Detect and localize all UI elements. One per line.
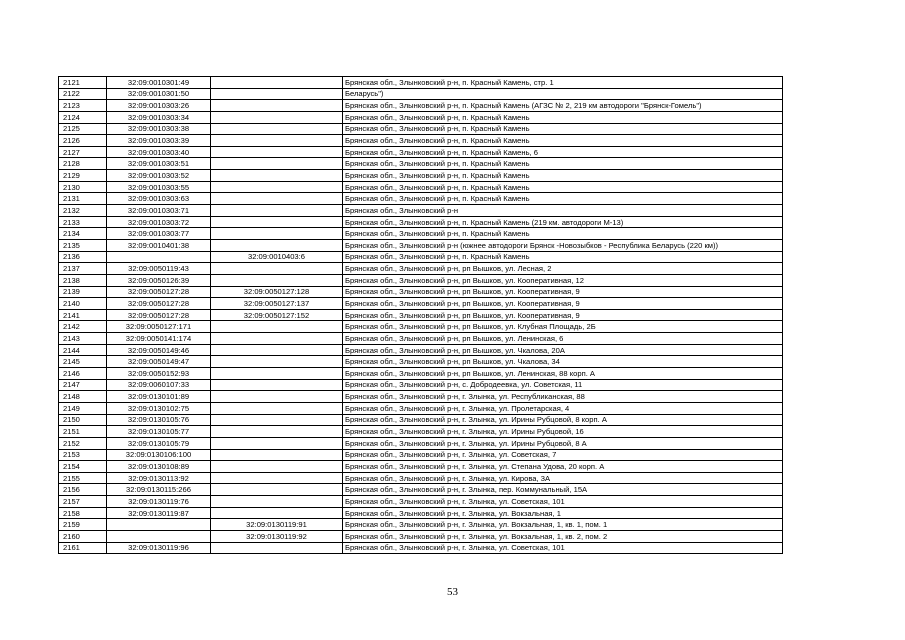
row-number-cell: 2134 — [59, 228, 107, 240]
table-row — [59, 496, 783, 508]
cadastral-number-secondary-cell — [211, 181, 343, 193]
row-number-cell: 2160 — [59, 530, 107, 542]
cadastral-number-cell: 32:09:0010303:51 — [107, 158, 211, 170]
cadastral-number-cell: 32:09:0010303:63 — [107, 193, 211, 205]
row-number-cell: 2122 — [59, 88, 107, 100]
cadastral-number-secondary-cell — [211, 321, 343, 333]
table-row — [59, 274, 783, 286]
cadastral-number-secondary-cell — [211, 426, 343, 438]
cadastral-number-secondary-cell — [211, 193, 343, 205]
table-row — [59, 449, 783, 461]
row-number-cell: 2123 — [59, 100, 107, 112]
address-cell: Брянская обл., Злынковский р-н, рп Вышков, ул. Клубная Площадь, 2Б — [343, 321, 783, 333]
row-number-cell: 2146 — [59, 368, 107, 380]
cadastral-number-secondary-cell: 32:09:0130119:92 — [211, 530, 343, 542]
cadastral-number-secondary-cell — [211, 274, 343, 286]
address-cell: Брянская обл., Злынковский р-н, рп Вышков, ул. Кооперативная, 12 — [343, 274, 783, 286]
row-number-cell: 2136 — [59, 251, 107, 263]
cadastral-number-cell: 32:09:0130119:96 — [107, 542, 211, 554]
table-row — [59, 77, 783, 89]
cadastral-number-cell: 32:09:0130108:89 — [107, 461, 211, 473]
row-number-cell: 2159 — [59, 519, 107, 531]
cadastral-number-cell — [107, 251, 211, 263]
table-row — [59, 344, 783, 356]
address-cell: Брянская обл., Злынковский р-н, рп Вышков, ул. Лесная, 2 — [343, 263, 783, 275]
cadastral-number-cell: 32:09:0050127:171 — [107, 321, 211, 333]
table-row — [59, 391, 783, 403]
address-cell: Брянская обл., Злынковский р-н, г. Злынка, ул. Пролетарская, 4 — [343, 402, 783, 414]
address-cell: Брянская обл., Злынковский р-н, п. Красный Камень — [343, 123, 783, 135]
table-row — [59, 239, 783, 251]
address-cell: Брянская обл., Злынковский р-н, г. Злынка, ул. Советская, 7 — [343, 449, 783, 461]
table-row — [59, 356, 783, 368]
address-cell: Брянская обл., Злынковский р-н, г. Злынка, ул. Советская, 101 — [343, 496, 783, 508]
row-number-cell: 2140 — [59, 298, 107, 310]
address-cell: Брянская обл., Злынковский р-н, г. Злынка, ул. Ирины Рубцовой, 8 корп. А — [343, 414, 783, 426]
table-row — [59, 135, 783, 147]
cadastral-number-cell: 32:09:0050152:93 — [107, 368, 211, 380]
cadastral-number-secondary-cell: 32:09:0050127:152 — [211, 309, 343, 321]
cadastral-number-cell: 32:09:0050126:39 — [107, 274, 211, 286]
table-row — [59, 484, 783, 496]
address-cell: Брянская обл., Злынковский р-н, г. Злынка, ул. Степана Удова, 20 корп. А — [343, 461, 783, 473]
address-cell: Брянская обл., Злынковский р-н, рп Вышков, ул. Кооперативная, 9 — [343, 286, 783, 298]
table-row — [59, 333, 783, 345]
row-number-cell: 2152 — [59, 437, 107, 449]
address-cell: Брянская обл., Злынковский р-н, п. Красный Камень — [343, 135, 783, 147]
cadastral-number-cell: 32:09:0050127:28 — [107, 298, 211, 310]
address-cell: Брянская обл., Злынковский р-н, п. Красный Камень — [343, 170, 783, 182]
cadastral-number-cell: 32:09:0010303:34 — [107, 111, 211, 123]
address-cell: Брянская обл., Злынковский р-н, п. Красный Камень — [343, 193, 783, 205]
cadastral-number-cell: 32:09:0050149:47 — [107, 356, 211, 368]
row-number-cell: 2131 — [59, 193, 107, 205]
row-number-cell: 2148 — [59, 391, 107, 403]
row-number-cell: 2149 — [59, 402, 107, 414]
cadastral-number-secondary-cell: 32:09:0010403:6 — [211, 251, 343, 263]
cadastral-number-secondary-cell: 32:09:0050127:137 — [211, 298, 343, 310]
cadastral-number-secondary-cell — [211, 111, 343, 123]
cadastral-number-secondary-cell: 32:09:0050127:128 — [211, 286, 343, 298]
cadastral-number-secondary-cell — [211, 263, 343, 275]
cadastral-number-cell: 32:09:0010301:50 — [107, 88, 211, 100]
cadastral-number-cell: 32:09:0010303:52 — [107, 170, 211, 182]
cadastral-number-cell: 32:09:0130119:87 — [107, 507, 211, 519]
row-number-cell: 2138 — [59, 274, 107, 286]
cadastral-number-cell: 32:09:0010303:40 — [107, 146, 211, 158]
cadastral-number-cell: 32:09:0130101:89 — [107, 391, 211, 403]
row-number-cell: 2156 — [59, 484, 107, 496]
cadastral-number-secondary-cell — [211, 414, 343, 426]
cadastral-number-secondary-cell — [211, 461, 343, 473]
row-number-cell: 2132 — [59, 205, 107, 217]
cadastral-number-cell: 32:09:0130105:76 — [107, 414, 211, 426]
row-number-cell: 2144 — [59, 344, 107, 356]
registry-table-body — [59, 77, 783, 554]
address-cell: Брянская обл., Злынковский р-н, рп Вышков, ул. Кооперативная, 9 — [343, 309, 783, 321]
cadastral-number-secondary-cell — [211, 333, 343, 345]
row-number-cell: 2147 — [59, 379, 107, 391]
cadastral-number-secondary-cell — [211, 88, 343, 100]
table-row — [59, 298, 783, 310]
row-number-cell: 2133 — [59, 216, 107, 228]
table-row — [59, 228, 783, 240]
cadastral-number-cell: 32:09:0060107:33 — [107, 379, 211, 391]
cadastral-number-secondary-cell — [211, 146, 343, 158]
address-cell: Брянская обл., Злынковский р-н, г. Злынка, ул. Вокзальная, 1, кв. 2, пом. 2 — [343, 530, 783, 542]
row-number-cell: 2121 — [59, 77, 107, 89]
table-row — [59, 437, 783, 449]
table-row — [59, 251, 783, 263]
table-row — [59, 123, 783, 135]
row-number-cell: 2145 — [59, 356, 107, 368]
cadastral-number-cell: 32:09:0010303:26 — [107, 100, 211, 112]
cadastral-number-cell: 32:09:0010401:38 — [107, 239, 211, 251]
table-row — [59, 205, 783, 217]
table-row — [59, 170, 783, 182]
table-row — [59, 100, 783, 112]
row-number-cell: 2155 — [59, 472, 107, 484]
row-number-cell: 2161 — [59, 542, 107, 554]
table-row — [59, 286, 783, 298]
cadastral-number-cell: 32:09:0050141:174 — [107, 333, 211, 345]
cadastral-number-secondary-cell — [211, 496, 343, 508]
cadastral-number-cell: 32:09:0130106:100 — [107, 449, 211, 461]
table-row — [59, 193, 783, 205]
cadastral-number-secondary-cell — [211, 344, 343, 356]
cadastral-number-cell: 32:09:0050149:46 — [107, 344, 211, 356]
row-number-cell: 2157 — [59, 496, 107, 508]
cadastral-number-cell: 32:09:0130115:266 — [107, 484, 211, 496]
table-row — [59, 321, 783, 333]
cadastral-number-secondary-cell — [211, 368, 343, 380]
address-cell: Брянская обл., Злынковский р-н, г. Злынка, ул. Вокзальная, 1 — [343, 507, 783, 519]
cadastral-number-cell: 32:09:0010303:38 — [107, 123, 211, 135]
address-cell: Брянская обл., Злынковский р-н, г. Злынка, ул. Ирины Рубцовой, 8 А — [343, 437, 783, 449]
cadastral-number-cell: 32:09:0130119:76 — [107, 496, 211, 508]
registry-table — [58, 76, 783, 554]
cadastral-number-cell: 32:09:0130113:92 — [107, 472, 211, 484]
cadastral-number-cell: 32:09:0010303:72 — [107, 216, 211, 228]
cadastral-number-secondary-cell — [211, 507, 343, 519]
address-cell: Брянская обл., Злынковский р-н, г. Злынка, пер. Коммунальный, 15А — [343, 484, 783, 496]
row-number-cell: 2130 — [59, 181, 107, 193]
row-number-cell: 2139 — [59, 286, 107, 298]
table-row — [59, 146, 783, 158]
cadastral-number-secondary-cell — [211, 158, 343, 170]
cadastral-number-secondary-cell — [211, 402, 343, 414]
table-row — [59, 402, 783, 414]
table-row — [59, 426, 783, 438]
address-cell: Брянская обл., Злынковский р-н, г. Злынка, ул. Вокзальная, 1, кв. 1, пом. 1 — [343, 519, 783, 531]
address-cell: Брянская обл., Злынковский р-н, п. Красный Камень — [343, 228, 783, 240]
cadastral-number-secondary-cell — [211, 391, 343, 403]
row-number-cell: 2151 — [59, 426, 107, 438]
cadastral-number-secondary-cell — [211, 228, 343, 240]
table-row — [59, 158, 783, 170]
cadastral-number-cell: 32:09:0130102:75 — [107, 402, 211, 414]
cadastral-number-secondary-cell — [211, 205, 343, 217]
row-number-cell: 2127 — [59, 146, 107, 158]
row-number-cell: 2158 — [59, 507, 107, 519]
address-cell: Брянская обл., Злынковский р-н, п. Красный Камень — [343, 111, 783, 123]
cadastral-number-secondary-cell — [211, 135, 343, 147]
row-number-cell: 2124 — [59, 111, 107, 123]
cadastral-number-secondary-cell — [211, 379, 343, 391]
table-row — [59, 181, 783, 193]
table-row — [59, 461, 783, 473]
address-cell: Брянская обл., Злынковский р-н, рп Вышков, ул. Ленинская, 6 — [343, 333, 783, 345]
cadastral-number-cell: 32:09:0010303:39 — [107, 135, 211, 147]
address-cell: Брянская обл., Злынковский р-н, п. Красный Камень — [343, 181, 783, 193]
address-cell: Брянская обл., Злынковский р-н, п. Красный Камень (АГЗС № 2, 219 км автодороги "Брянск-Гомель") — [343, 100, 783, 112]
address-cell: Брянская обл., Злынковский р-н, рп Вышков, ул. Кооперативная, 9 — [343, 298, 783, 310]
address-cell: Брянская обл., Злынковский р-н, п. Красный Камень, 6 — [343, 146, 783, 158]
cadastral-number-secondary-cell — [211, 123, 343, 135]
row-number-cell: 2135 — [59, 239, 107, 251]
cadastral-number-secondary-cell — [211, 356, 343, 368]
cadastral-number-cell: 32:09:0050127:28 — [107, 286, 211, 298]
address-cell: Брянская обл., Злынковский р-н, с. Добродеевка, ул. Советская, 11 — [343, 379, 783, 391]
row-number-cell: 2150 — [59, 414, 107, 426]
address-cell: Брянская обл., Злынковский р-н, рп Вышков, ул. Чкалова, 20А — [343, 344, 783, 356]
row-number-cell: 2153 — [59, 449, 107, 461]
cadastral-number-secondary-cell: 32:09:0130119:91 — [211, 519, 343, 531]
cadastral-number-secondary-cell — [211, 449, 343, 461]
table-row — [59, 263, 783, 275]
cadastral-number-cell: 32:09:0010301:49 — [107, 77, 211, 89]
cadastral-number-secondary-cell — [211, 77, 343, 89]
cadastral-number-secondary-cell — [211, 484, 343, 496]
table-row — [59, 379, 783, 391]
cadastral-number-cell: 32:09:0010303:77 — [107, 228, 211, 240]
table-row — [59, 530, 783, 542]
table-row — [59, 414, 783, 426]
address-cell: Брянская обл., Злынковский р-н, г. Злынка, ул. Республиканская, 88 — [343, 391, 783, 403]
cadastral-number-cell — [107, 530, 211, 542]
row-number-cell: 2141 — [59, 309, 107, 321]
cadastral-number-cell — [107, 519, 211, 531]
address-cell: Брянская обл., Злынковский р-н, рп Вышков, ул. Чкалова, 34 — [343, 356, 783, 368]
row-number-cell: 2143 — [59, 333, 107, 345]
address-cell: Брянская обл., Злынковский р-н (южнее автодороги Брянск -Новозыбков - Республика Беларусь (220 км)) — [343, 239, 783, 251]
address-cell: Беларусь") — [343, 88, 783, 100]
row-number-cell: 2125 — [59, 123, 107, 135]
cadastral-number-cell: 32:09:0010303:55 — [107, 181, 211, 193]
cadastral-number-cell: 32:09:0130105:77 — [107, 426, 211, 438]
table-row — [59, 216, 783, 228]
row-number-cell: 2137 — [59, 263, 107, 275]
row-number-cell: 2128 — [59, 158, 107, 170]
table-row — [59, 472, 783, 484]
row-number-cell: 2154 — [59, 461, 107, 473]
table-row — [59, 111, 783, 123]
row-number-cell: 2142 — [59, 321, 107, 333]
cadastral-number-cell: 32:09:0130105:79 — [107, 437, 211, 449]
table-row — [59, 368, 783, 380]
cadastral-number-secondary-cell — [211, 472, 343, 484]
address-cell: Брянская обл., Злынковский р-н, п. Красный Камень (219 км. автодороги М-13) — [343, 216, 783, 228]
table-row — [59, 309, 783, 321]
cadastral-number-secondary-cell — [211, 100, 343, 112]
row-number-cell: 2126 — [59, 135, 107, 147]
address-cell: Брянская обл., Злынковский р-н, п. Красный Камень — [343, 158, 783, 170]
cadastral-number-secondary-cell — [211, 239, 343, 251]
address-cell: Брянская обл., Злынковский р-н, г. Злынка, ул. Кирова, 3А — [343, 472, 783, 484]
table-row — [59, 507, 783, 519]
row-number-cell: 2129 — [59, 170, 107, 182]
cadastral-number-secondary-cell — [211, 170, 343, 182]
cadastral-number-secondary-cell — [211, 542, 343, 554]
table-row — [59, 88, 783, 100]
address-cell: Брянская обл., Злынковский р-н, г. Злынка, ул. Советская, 101 — [343, 542, 783, 554]
address-cell: Брянская обл., Злынковский р-н, п. Красный Камень — [343, 251, 783, 263]
address-cell: Брянская обл., Злынковский р-н, п. Красный Камень, стр. 1 — [343, 77, 783, 89]
address-cell: Брянская обл., Злынковский р-н, рп Вышков, ул. Ленинская, 88 корп. А — [343, 368, 783, 380]
address-cell: Брянская обл., Злынковский р-н, г. Злынка, ул. Ирины Рубцовой, 16 — [343, 426, 783, 438]
address-cell: Брянская обл., Злынковский р-н — [343, 205, 783, 217]
cadastral-number-cell: 32:09:0050127:28 — [107, 309, 211, 321]
cadastral-number-cell: 32:09:0050119:43 — [107, 263, 211, 275]
page-number: 53 — [447, 586, 458, 598]
table-row — [59, 542, 783, 554]
cadastral-number-cell: 32:09:0010303:71 — [107, 205, 211, 217]
table-row — [59, 519, 783, 531]
cadastral-number-secondary-cell — [211, 437, 343, 449]
cadastral-number-secondary-cell — [211, 216, 343, 228]
